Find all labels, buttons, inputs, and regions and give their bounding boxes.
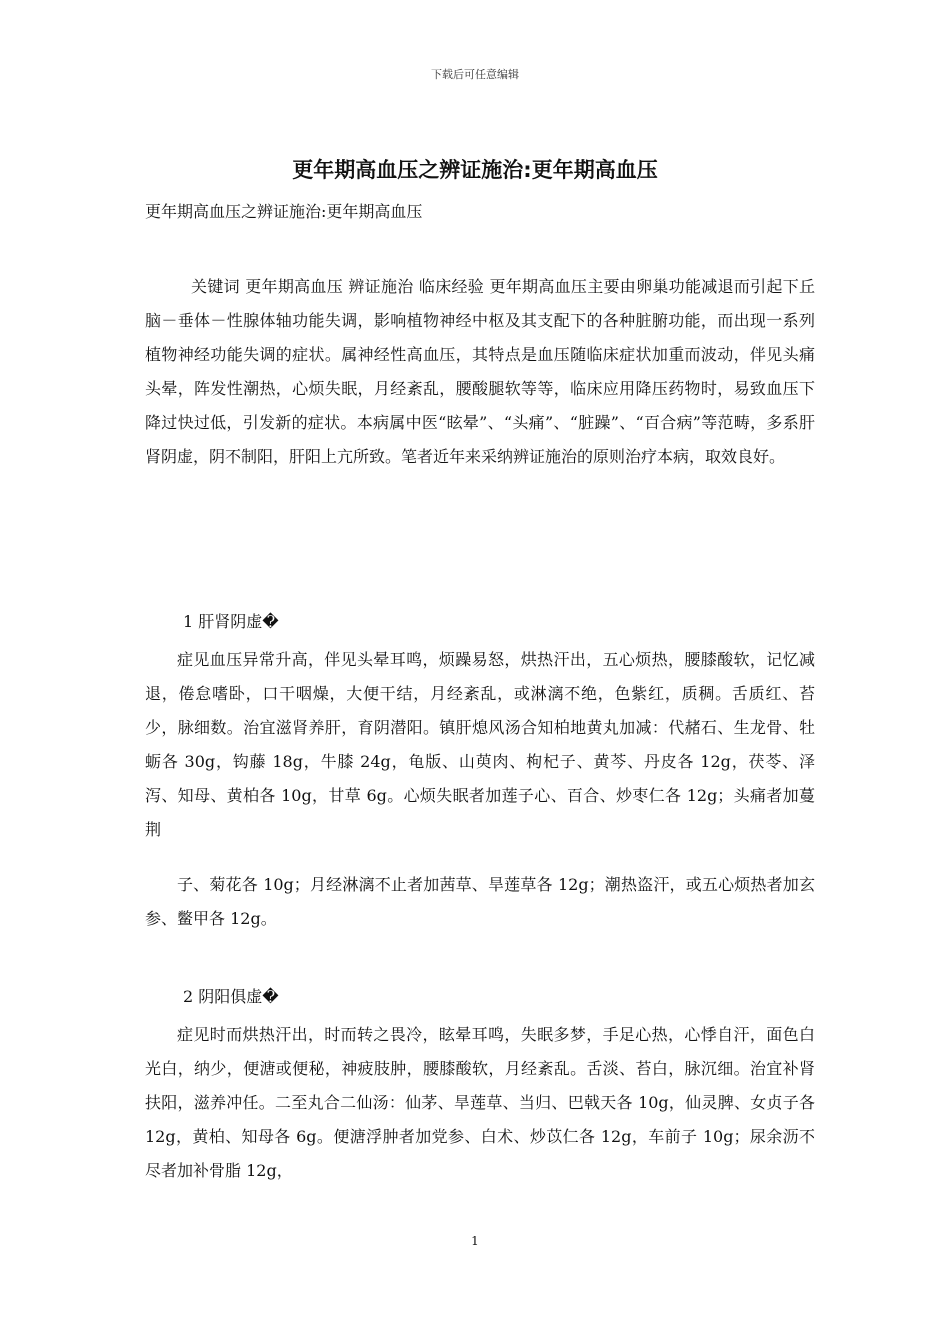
- header-note: 下载后可任意编辑: [431, 68, 519, 81]
- document-title: 更年期高血压之辨证施治:更年期高血压: [292, 158, 658, 182]
- section-1-paragraph-2: 子、菊花各 10g；月经淋漓不止者加茜草、旱莲草各 12g；潮热盗汗，或五心烦热者加玄参、鳖甲各 12g。: [145, 875, 815, 928]
- section-2-heading: 2 阴阳俱虚�: [183, 987, 279, 1006]
- section-1-paragraph-1: 症见血压异常升高，伴见头晕耳鸣，烦躁易怒，烘热汗出，五心烦热，腰膝酸软，记忆减退，倦怠嗜卧，口干咽燥，大便干结，月经紊乱，或淋漓不绝，色紫红，质稠。舌质红、苔少，脉细数。治宜滋肾养肝，育阴潜阳。镇肝熄风汤合知柏地黄丸加减：代赭石、生龙骨、牡蛎各 30g，钩藤 18g，牛膝 24g，龟版、山萸肉、枸杞子、黄芩、丹皮各 12g，茯苓、泽泻、知母、黄柏各 10g，甘草 6g。心烦失眠者加莲子心、百合、炒枣仁各 12g；头痛者加蔓荆: [145, 650, 815, 839]
- intro-paragraph: 关键词 更年期高血压 辨证施治 临床经验 更年期高血压主要由卵巢功能减退而引起下丘脑－垂体－性腺体轴功能失调，影响植物神经中枢及其支配下的各种脏腑功能，而出现一系列植物神经功能失调的症状。属神经性高血压，其特点是血压随临床症状加重而波动，伴见头痛头晕，阵发性潮热，心烦失眠，月经紊乱，腰酸腿软等等，临床应用降压药物时，易致血压下降过快过低，引发新的症状。本病属中医“眩晕”、“头痛”、“脏躁”、“百合病”等范畴，多系肝肾阴虚，阴不制阳，肝阳上亢所致。笔者近年来采纳辨证施治的原则治疗本病，取效良好。: [145, 277, 815, 466]
- document-subtitle: 更年期高血压之辨证施治:更年期高血压: [145, 202, 423, 221]
- section-2-paragraph-1: 症见时而烘热汗出，时而转之畏冷，眩晕耳鸣，失眠多梦，手足心热，心悸自汗，面色白光白，纳少，便溏或便秘，神疲肢肿，腰膝酸软，月经紊乱。舌淡、苔白，脉沉细。治宜补肾扶阳，滋养冲任。二至丸合二仙汤：仙茅、旱莲草、当归、巴戟天各 10g，仙灵脾、女贞子各 12g，黄柏、知母各 6g。便溏浮肿者加党参、白术、炒苡仁各 12g，车前子 10g；尿余沥不尽者加补骨脂 12g，: [145, 1025, 815, 1180]
- section-1-heading: 1 肝肾阴虚�: [183, 612, 279, 631]
- page-number: 1: [471, 1234, 479, 1248]
